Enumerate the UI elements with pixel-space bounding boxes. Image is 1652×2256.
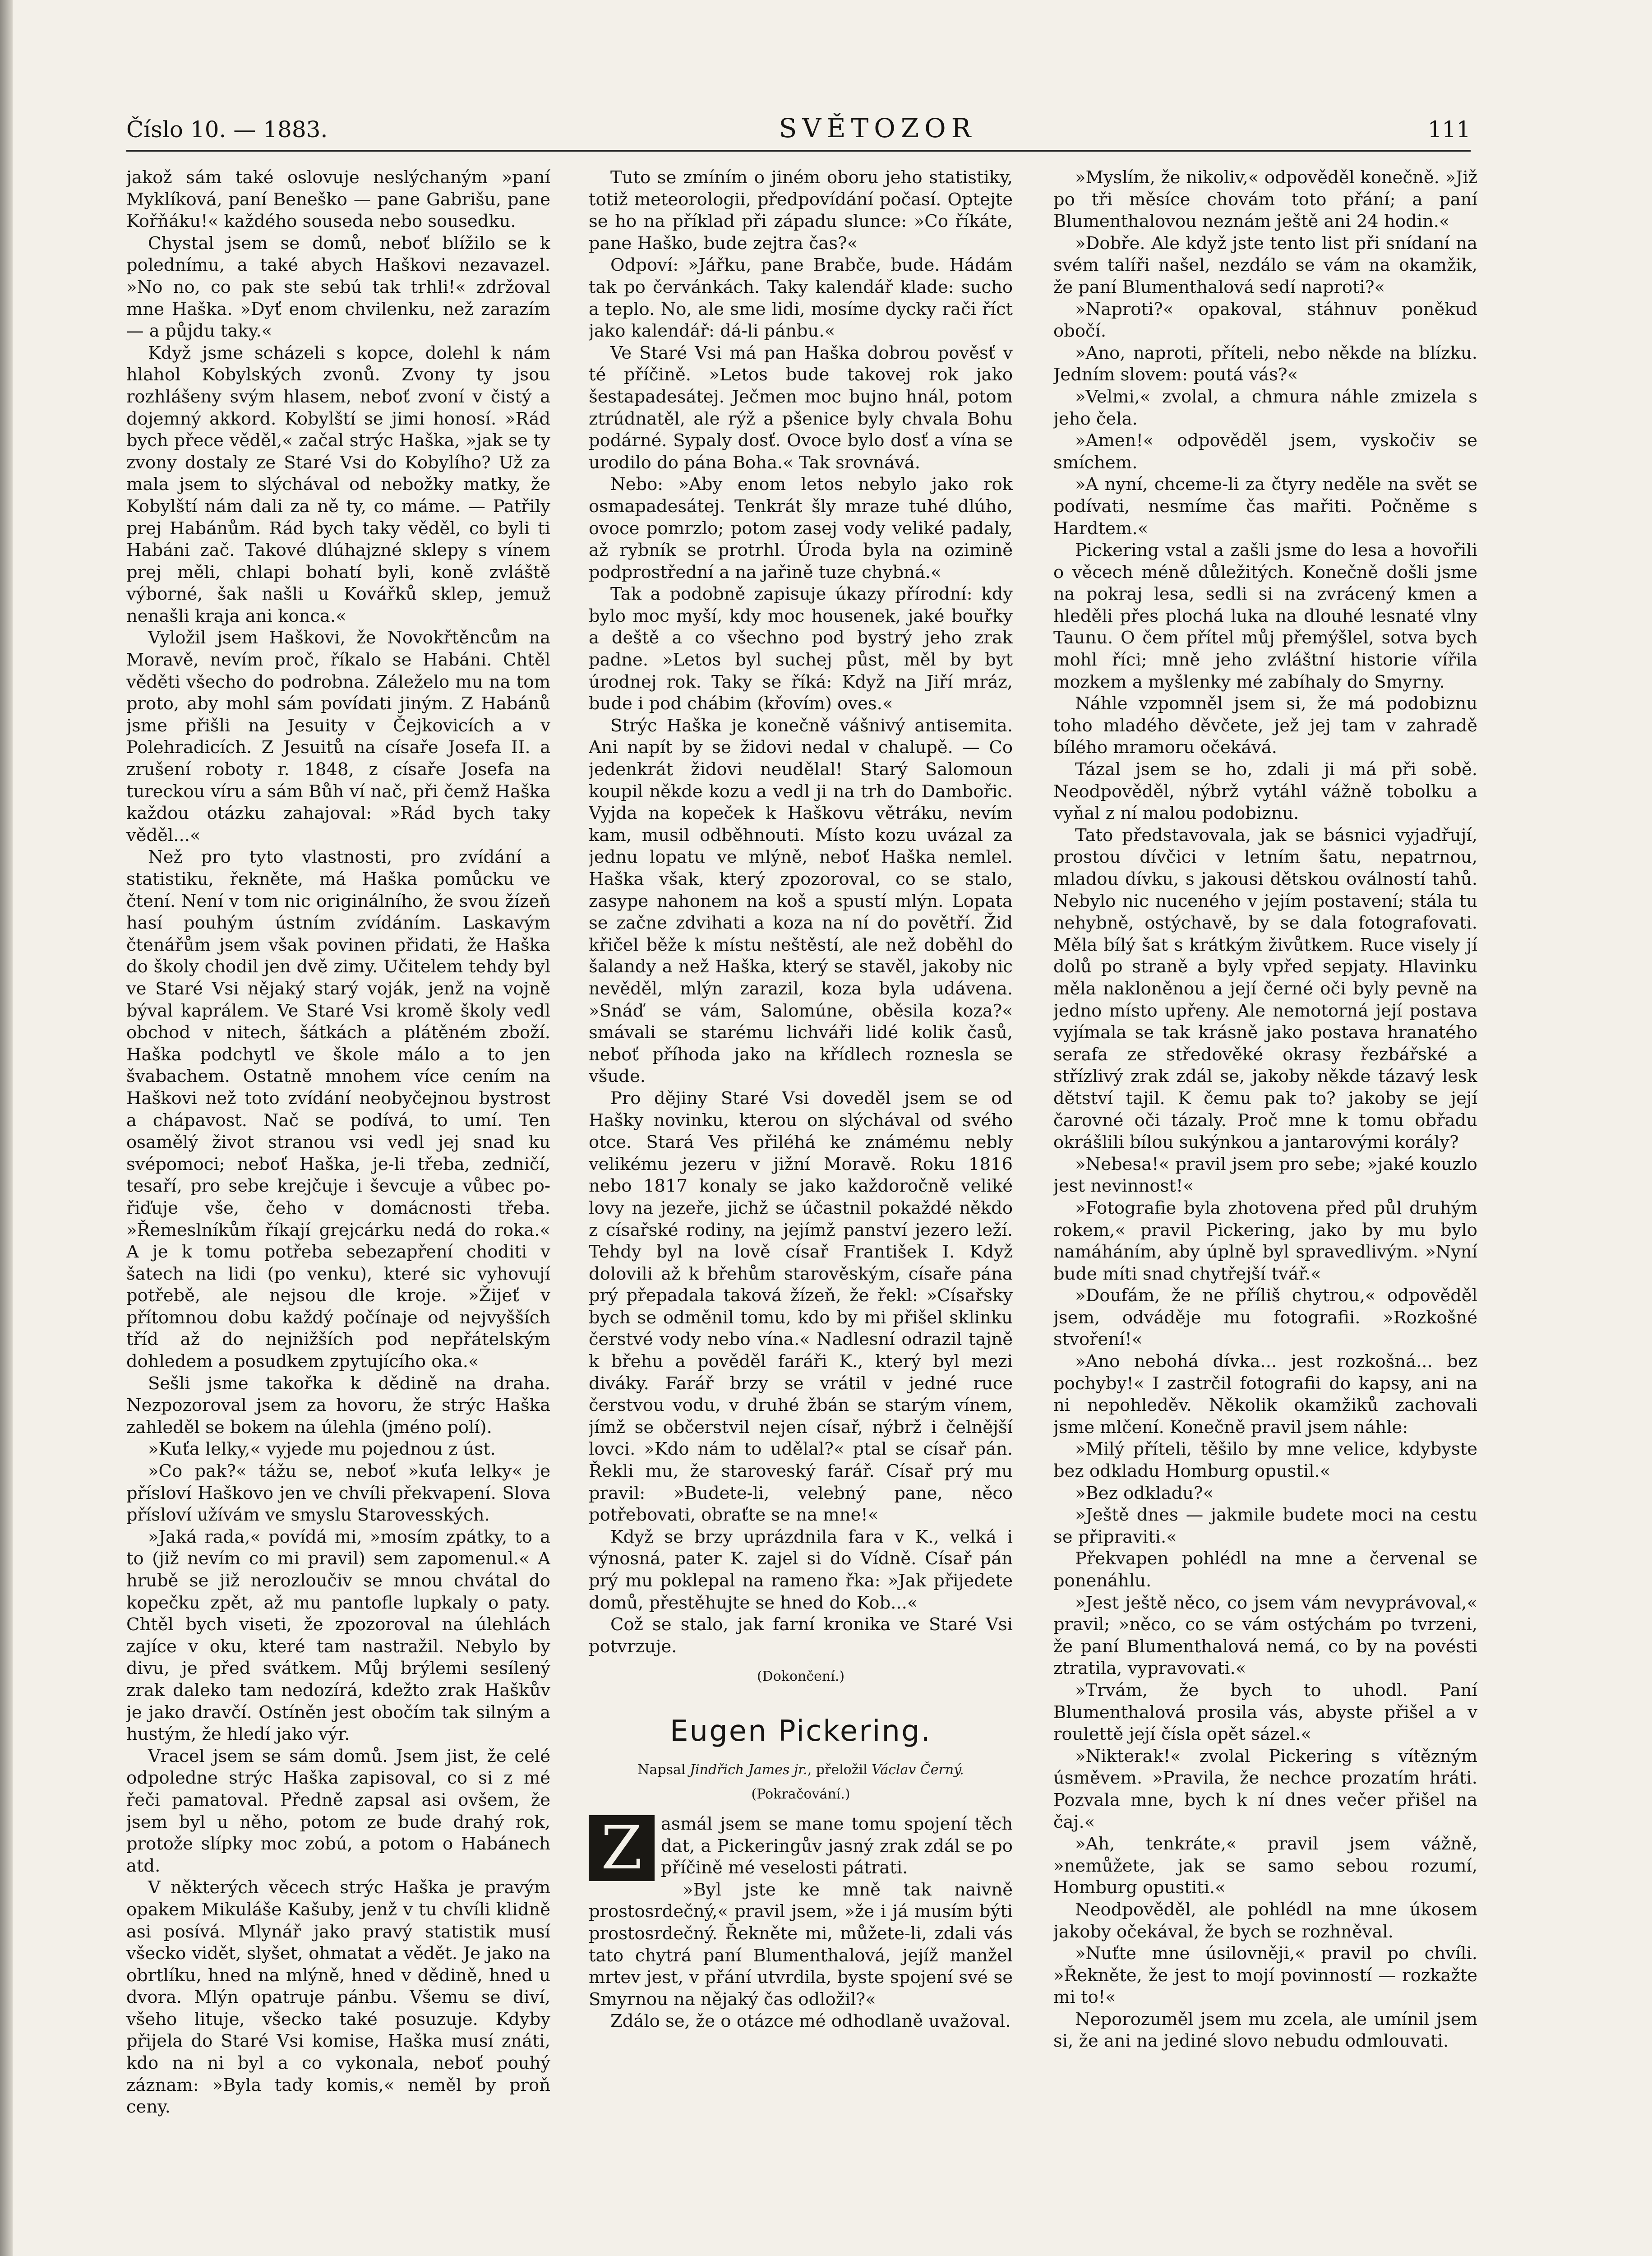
paragraph: Neporozuměl jsem mu zcela, ale umínil jsem si, že ani na jediné slovo nebudu odmlouvati. <box>1053 2009 1477 2052</box>
paragraph: Když se brzy uprázdnila fara v K., velká i výnosná, pater K. zajel si do Vídně. Císař pán prý mu poklepal na rameno řka: »Jak přijedete domů, přestěhujte se hned do Kob...« <box>589 1526 1013 1613</box>
paragraph: »Ah, tenkráte,« pravil jsem vážně, »nemůžete, jak se samo sebou rozumí, Homburg opustiti.« <box>1053 1834 1477 1898</box>
paragraph: Nebo: »Aby enom letos nebylo jako rok osmapadesátej. Tenkrát šly mraze tuhé dlúho, ovoce pomrzlo; potom zasej vody veliké padaly, až rybník se protrhl. Úroda byla na ozimině podprostřední a na jařině tuze chybná.« <box>589 474 1013 582</box>
continuation-note: (Pokračování.) <box>751 1786 850 1802</box>
paragraph: »Kuťa lelky,« vyjede mu pojednou z úst. <box>148 1439 496 1460</box>
paragraph: Strýc Haška je konečně vášnivý antisemita. Ani napít by se židovi nedal v chalupě. — Co jedenkrát židovi neudělal! Starý Salomoun koupil někde kozu a vedl ji na trh do Dambořic. Vyjda na kopeček k Haškovu větráku, nevím kam, musil odběhnouti. Místo kozu uvázal za jednu lopatu ve mlýně, neboť Haška nemlel. Haška však, který zpozoroval, co se stalo, zasype nahonem na koš a spustí mlýn. Lopata se začne zdvihati a koza na ní do povětří. Žid křičel běže k místu neštěstí, ale než doběhl do šalandy a než Haška, který se stavěl, jakoby nic nevěděl, mlýn zarazil, koza byla udávena. »Snáď se vám, Salomúne, oběsila koza?« smávali se starému lichváři lidé kolik časů, neboť příhoda jako na křídlech roznesla se všude. <box>589 715 1013 1087</box>
paragraph: Náhle vzpomněl jsem si, že má podobiznu toho mladého děvčete, jež jej tam v zahradě bílého mramoru očekává. <box>1053 693 1477 758</box>
paragraph: »Nuťte mne úsilovněji,« pravil po chvíli. »Řekněte, že jest to mojí povinností — rozkažte mi to!« <box>1053 1943 1477 2008</box>
byline-middle: , přeložil <box>807 1761 868 1778</box>
paragraph: Vyložil jsem Haškovi, že Novokřtěncům na Moravě, nevím proč, říkalo se Habáni. Chtěl věděti všecho do podrobna. Záleželo mu na tom proto, aby mohl sám povídati jiným. Z Habánů jsme přišli na Jesuity v Čejkovicích a v Polehradicích. Z Jesuitů na císaře Josefa II. a zrušení roboty r. 1848, z císaře Josefa na tureckou víru a sám Bůh ví nač, při čemž Haška každou otázku zahajoval: »Rád bych taky věděl...« <box>126 628 550 846</box>
paragraph: »A nyní, chceme-li za čtyry neděle na svět se podívati, nesmíme čas mařiti. Počněme s Hardtem.« <box>1053 474 1477 539</box>
paragraph: »Fotografie byla zhotovena před půl druhým rokem,« pravil Pickering, jako by mu bylo namáháním, aby úplně byl spravedlivým. »Nyní bude míti snad chytřejší tvář.« <box>1053 1197 1477 1284</box>
paragraph: Tuto se zmíním o jiném oboru jeho statistiky, totiž meteorologii, předpovídání počasí. Optejte se ho na příklad při západu slunce: »Co říkáte, pane Haško, bude zejtra čas?« <box>589 167 1013 254</box>
paragraph: »Ano nebohá dívka... jest rozkošná... bez pochyby!« I zastrčil fotografii do kapsy, ani na ni nepohleděv. Několik okamžiků zachovali jsme mlčení. Konečně pravil jsem náhle: <box>1053 1351 1477 1438</box>
paragraph: Což se stalo, jak farní kronika ve Staré Vsi potvrzuje. <box>589 1614 1013 1657</box>
paragraph: Chystal jsem se domů, neboť blížilo se k polednímu, a také abych Haškovi nezavazel. »No no, co pak ste sebú tak trhli!« zdržoval mne Haška. »Dyť enom chvilenku, než zarazím — a půjdu taky.« <box>126 233 550 342</box>
paragraph: »Jest ještě něco, co jsem vám nevyprávoval,« pravil; »něco, co se vám ostýchám po tvrzeni, že paní Blumenthalová nemá, co by na povésti ztratila, vypravovati.« <box>1053 1592 1477 1679</box>
column-2 <box>589 167 1013 2224</box>
page-binding-edge <box>0 0 13 2256</box>
paragraph: V některých věcech strýc Haška je pravým opakem Mikuláše Kašuby, jenž v tu chvíli klidně asi posívá. Mlynář jako pravý statistik musí všecko vidět, slyšet, ohmatat a vědět. Je jako na obrtlíku, hned na mlýně, hned v dědině, hned u dvora. Mlýn opatruje pánbu. Všemu se diví, všeho lituje, všecko také posuzuje. Kdyby přijela do Staré Vsi komise, Haška musí znáti, kdo na ni byl a co vykonala, neboť pouhý záznam: »Byla tady komis,« neměl by proň ceny. <box>126 1877 550 2117</box>
page-header <box>126 113 1471 144</box>
issue-number: Číslo 10. — 1883. <box>126 116 328 143</box>
paragraph: Odpoví: »Jářku, pane Brabče, bude. Hádám tak po červánkách. Taky kalendář klade: sucho a teplo. No, ale sme lidi, mosíme dycky rači říct jako kalendář: dá-li pánbu.« <box>589 255 1013 342</box>
paragraph: »Myslím, že nikoliv,« odpověděl konečně. »Již po tři měsíce chovám toto přání; a paní Blumenthalovou neznám ještě ani 24 hodin.« <box>1053 167 1477 232</box>
paragraph: »Velmi,« zvolal, a chmura náhle zmizela s jeho čela. <box>1053 386 1477 429</box>
paragraph: »Naproti?« opakoval, stáhnuv poněkud obočí. <box>1053 299 1477 342</box>
paragraph: Neodpověděl, ale pohlédl na mne úkosem jakoby očekával, že bych se rozhněval. <box>1053 1899 1477 1942</box>
header-rule <box>126 150 1471 152</box>
magazine-title: SVĚTOZOR <box>779 113 977 143</box>
paragraph: Tak a podobně zapisuje úkazy přírodní: kdy bylo moc myší, kdy moc housenek, jaké bouřky a deště a co všechno pod bystrý jeho zrak padne. »Letos byl suchej půst, měl by byt úrodnej rok. Taky se říká: Když na Jiří mráz, bude i pod chábim (křovím) oves.« <box>589 584 1013 714</box>
paragraph: »Nikterak!« zvolal Pickering s vítězným úsměvem. »Pravila, že nechce prozatím hráti. Pozvala mne, bych k ní dnes večer přišel na čaj.« <box>1053 1746 1477 1832</box>
dropcap-z: Z <box>589 1815 655 1881</box>
paragraph: »Dobře. Ale když jste tento list při snídaní na svém talíři našel, nezdálo se vám na okamžik, že paní Blumenthalová sedí naproti?« <box>1053 233 1477 297</box>
paragraph: »Nebesa!« pravil jsem pro sebe; »jaké kouzlo jest nevinnost!« <box>1053 1154 1477 1197</box>
paragraph: »Amen!« odpověděl jsem, vyskočiv se smíchem. <box>1053 430 1477 473</box>
paragraph: »Trvám, že bych to uhodl. Paní Blumenthalová prosila vás, abyste přišel a v roulettě její čísla opět sázel.« <box>1053 1680 1477 1745</box>
paragraph: jakož sám také oslovuje neslýchaným »paní Myklíková, paní Beneško — pane Gabrišu, pane Kořňáku!« každého souseda nebo sousedku. <box>126 167 550 232</box>
paragraph: »Milý příteli, těšilo by mne velice, kdybyste bez odkladu Homburg opustil.« <box>1053 1439 1477 1482</box>
paragraph: Když jsme scházeli s kopce, dolehl k nám hlahol Kobylských zvonů. Zvony ty jsou rozhlášeny svým hlasem, neboť zvoní v čistý a dojemný akkord. Kobylští se jimi honosí. »Rád bych přece věděl,« začal strýc Haška, »jak se ty zvony dostaly ze Staré Vsi do Kobylího? Už za mala jsem to slýchával od nebožky matky, že Kobylští nám dali za ně ty, co máme. — Patřily prej Habánům. Rád bych taky věděl, co byli ti Habáni zač. Takové dlúhajzné sklepy s vínem prej měli, chlapi bohatí byli, koně zvláště výborné, šak našli u Kovářků sklep, jemuž nenašli kraja ani konca.« <box>126 342 550 626</box>
paragraph: »Co pak?« tážu se, neboť »kuťa lelky« je přísloví Haškovo jen ve chvíli překvapení. Slova přísloví užívám ve smyslu Starovesských. <box>126 1461 550 1526</box>
paragraph: Překvapen pohlédl na mne a červenal se ponenáhlu. <box>1053 1549 1477 1591</box>
paragraph: Tato představovala, jak se básnici vyjadřují, prostou dívčici v letním šatu, nepatrnou, mladou dívku, s jakousi dětskou oválností tahů. Nebylo nic nuceného v jejím postavení; stála tu nehybně, ostýchavě, by se dala fotografovati. Měla bílý šat s krátkým živůtkem. Ruce visely jí dolů po straně a byly vpřed sepjaty. Hlavinku měla nakloněnou a její černé oči byly pevně na jedno místo upřeny. Ale nemotorná její postava vyjímala se tak krásně jako postava hranatého serafa ze středověké okrasy řezbářské a střízlivý zrak zdál se, jakoby někde tázavý lesk dětství tajil. K čemu pak to? jakoby se její čarovné oči tázaly. Proč mne k tomu obřadu okrášlili bílou sukýnkou a jantarovými korály? <box>1053 825 1477 1153</box>
byline-prefix: Napsal <box>637 1761 686 1778</box>
paragraph: Zdálo se, že o otázce mé odhodlaně uvažoval. <box>610 2011 1011 2032</box>
paragraph: »Byl jste ke mně tak naivně prostosrdečný,« pravil jsem, »že i já musím býti prostosrdečný. Řekněte mi, můžete-li, zdali vás tato chytrá paní Blumenthalová, jejíž manžel mrtev jest, v přání utvrdila, byste spojení své se Smyrnou na nějaký čas odložil?« <box>589 1879 1013 2010</box>
translator-name: Václav Černý. <box>872 1761 964 1778</box>
column-1 <box>126 167 550 2224</box>
magazine-page <box>126 0 1477 2256</box>
column-3 <box>1053 167 1477 2224</box>
author-name: Jindřich James jr. <box>690 1761 808 1778</box>
end-note: (Dokončení.) <box>757 1669 845 1685</box>
paragraph: Pro dějiny Staré Vsi doveděl jsem se od Hašky novinku, kterou on slýchával od svého otce. Stará Ves přiléhá ke známému nebly velikému jezeru v jižní Moravě. Roku 1816 nebo 1817 konaly se jako každoročně veliké lovy na jezeře, jichž se účastnil pokaždé někdo z císařské rodiny, na jejímž panství jezero leží. Tehdy byl na lově císař František I. Když dolovili až k břehům starověským, císaře pána prý přepadala taková žízeň, že řekl: »Císařsky bych se odměnil tomu, kdo by mi přišel sklinku čerstvé vody nebo vína.« Nadlesní odrazil tajně k břehu a pověděl faráři K., který byl mezi diváky. Farář brzy se vrátil v jedné ruce čerstvou vodu, v druhé žbán se starým vínem, jímž se občerstvil nejen císař, nýbrž i čelnější lovci. »Kdo nám to udělal?« ptal se císař pán. Řekli mu, že staroveský farář. Císař prý mu pravil: »Budete-li, velebný pane, něco potřebovati, obraťte se na mne!« <box>589 1088 1013 1526</box>
paragraph: Vracel jsem se sám domů. Jsem jist, že celé odpoledne strýc Haška zapisoval, co si z mé řeči pamatoval. Předně zapsal asi ovšem, že jsem byl u něho, potom ze bude drahý rok, protože slípky moc zobú, a potom o Habánech atd. <box>126 1746 550 1876</box>
paragraph: »Doufám, že ne příliš chytrou,« odpověděl jsem, odváděje mu fotografii. »Rozkošné stvoření!« <box>1053 1285 1477 1350</box>
paragraph: »Jaká rada,« povídá mi, »mosím zpátky, to a to (již nevím co mi pravil) sem zapomenul.« A hrubě se již nerozloučiv se mnou chvátal do kopečku zpět, až mu pantofle lupkaly o paty. Chtěl bych viseti, že zpozoroval na úlehlách zajíce v oku, které tam nastražil. Nebylo by divu, je před svátkem. Můj brýlemi sesílený zrak daleko tam nedozírá, kdežto zrak Haškův je jako dravčí. Ostíněn jest obočím tak silným a hustým, že hledí jako výr. <box>126 1526 550 1745</box>
paragraph: asmál jsem se mane tomu spojení těch dat, a Pickeringův jasný zrak zdál se po příčině mé veselosti pátrati. <box>661 1813 1013 1878</box>
paragraph: Sešli jsme takořka k dědině na draha. Nezpozoroval jsem za hovoru, že strýc Haška zahleděl se bokem na úlehla (jméno polí). <box>126 1373 550 1438</box>
byline <box>589 1761 1013 1779</box>
paragraph: Než pro tyto vlastnosti, pro zvídání a statistiku, řekněte, má Haška pomůcku ve čtení. Není v tom nic originálního, že svou žízeň hasí pouhým ústním zvídáním. Laskavým čtenářům jsem však povinen přidati, že Haška do školy chodil jen dvě zimy. Učitelem tehdy byl ve Staré Vsi nějaký starý voják, jenž na vojně býval kaprálem. Ve Staré Vsi kromě školy vedl obchod v nitech, šátkách a plátěném zboží. Haška podchytl ve škole málo a to jen švabachem. Ostatně mnohem více cením na Haškovi než toto zvídání neobyčejnou bystrost a chápavost. Nač se podívá, to umí. Ten osamělý život stranou vsi vedl jej snad ku svépomoci; neboť Haška, je-li třeba, zedničí, tesaří, pro sebe krejčuje i ševcuje a vůbec po-řiďuje vše, čeho v domácnosti třeba. »Řemeslníkům říkají grejcárku nedá do roka.« A je k tomu potřeba sebezapření choditi v šatech na lidi (po venku), které sic vyhovují potřebě, ale nejsou dle kroje. »Žijeť v přítomnou dobu každý počínaje od nejvyšších tříd až do nejnižších pod nepřátelským dohledem a posudkem zpytujícího oka.« <box>126 847 550 1372</box>
paragraph: »Bez odkladu?« <box>1075 1483 1214 1503</box>
paragraph: »Ještě dnes — jakmile budete moci na cestu se připraviti.« <box>1053 1505 1477 1547</box>
paragraph: Pickering vstal a zašli jsme do lesa a hovořili o věcech méně důležitých. Konečně došli jsme na pokraj lesa, sedli si na zvrácený kmen a hleděli přes plochá luka na dlouhé lesnaté vlny Taunu. O čem přítel můj přemýšlel, sotva bych mohl říci; mně jeho zvláštní historie vířila mozkem a myšlenky mé zabíhaly do Smyrny. <box>1053 540 1477 692</box>
paragraph: Tázal jsem se ho, zdali ji má při sobě. Neodpověděl, nýbrž vytáhl vážně tobolku a vyňal z ní malou podobiznu. <box>1053 759 1477 824</box>
paragraph: Ve Staré Vsi má pan Haška dobrou pověsť v té příčině. »Letos bude takovej rok jako šestapadesátej. Ječmen moc bujno hnál, potom ztrúdnatěl, ale rýž a pšenice byly chvala Bohu podárné. Sypaly dosť. Ovoce bylo dosť a vína se urodilo do pána Boha.« Tak srovnává. <box>589 342 1013 473</box>
story-title: Eugen Pickering. <box>670 1714 932 1748</box>
page-number: 111 <box>1427 116 1471 143</box>
paragraph: »Ano, naproti, příteli, nebo někde na blízku. Jedním slovem: poutá vás?« <box>1053 342 1477 385</box>
